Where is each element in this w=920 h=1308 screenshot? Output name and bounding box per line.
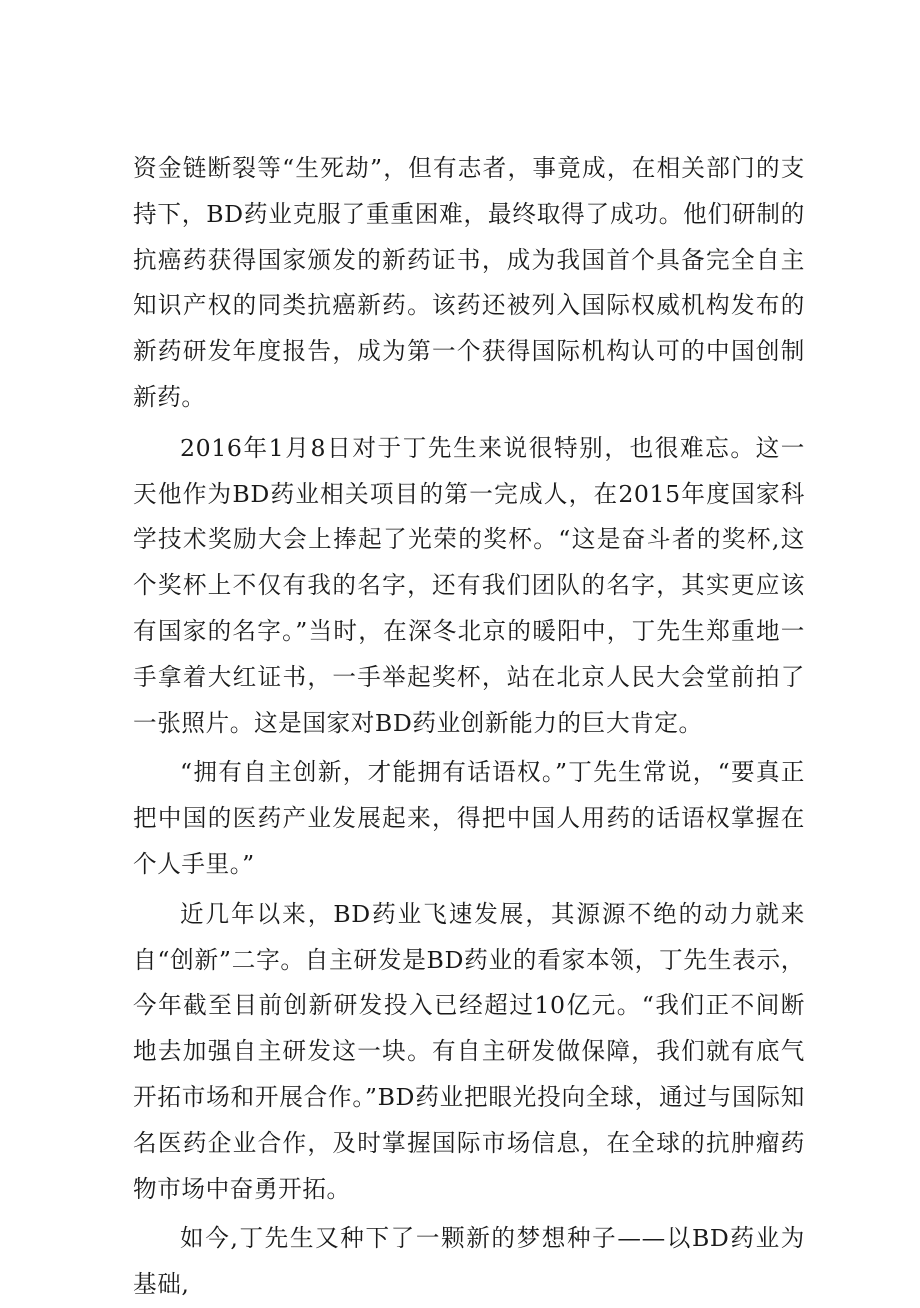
document-body (133, 146, 805, 1308)
paragraph-5: 如今,丁先生又种下了一颗新的梦想种子——以BD药业为基础, (133, 1224, 805, 1299)
paragraph-3: “拥有自主创新，才能拥有话语权。”丁先生常说，“要真正把中国的医药产业发展起来，得把中国人用药的话语权掌握在个人手里。” (133, 758, 805, 878)
paragraph-1: 资金链断裂等“生死劫”，但有志者，事竟成，在相关部门的支持下，BD药业克服了重重困难，最终取得了成功。他们研制的抗癌药获得国家颁发的新药证书，成为我国首个具备完全自主知识产权的同类抗癌新药。该药还被列入国际权威机构发布的新药研发年度报告，成为第一个获得国际机构认可的中国创制新药。 (133, 154, 805, 411)
paragraph-4: 近几年以来，BD药业飞速发展，其源源不绝的动力就来自“创新”二字。自主研发是BD药业的看家本领，丁先生表示，今年截至目前创新研发投入已经超过10亿元。“我们正不间断地去加强自主研发这一块。有自主研发做保障，我们就有底气开拓市场和开展合作。”BD药业把眼光投向全球，通过与国际知名医药企业合作，及时掌握国际市场信息，在全球的抗肿瘤药物市场中奋勇开拓。 (133, 899, 805, 1203)
paragraph-2: 2016年1月8日对于丁先生来说很特别，也很难忘。这一天他作为BD药业相关项目的第一完成人，在2015年度国家科学技术奖励大会上捧起了光荣的奖杯。“这是奋斗者的奖杯,这个奖杯上不仅有我的名字，还有我们团队的名字，其实更应该有国家的名字。”当时，在深冬北京的暖阳中，丁先生郑重地一手拿着大红证书，一手举起奖杯，站在北京人民大会堂前拍了一张照片。这是国家对BD药业创新能力的巨大肯定。 (133, 433, 805, 737)
